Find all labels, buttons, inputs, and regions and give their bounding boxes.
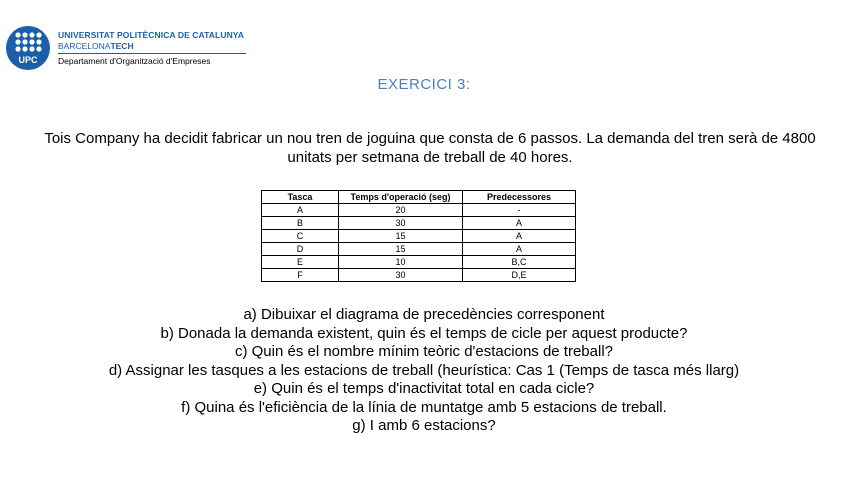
cell-task: A (262, 204, 339, 217)
header-predecessores: Predecessores (463, 191, 576, 204)
question-d: d) Assignar les tasques a les estacions de treball (heurística: Cas 1 (Temps de tasca més llarg) (108, 361, 740, 379)
table-row (262, 217, 576, 230)
cell-time: 30 (339, 269, 463, 282)
barcelona-label: BARCELONA (58, 41, 111, 51)
cell-predecessors: B,C (463, 256, 576, 269)
barcelona-tech (58, 41, 134, 51)
cell-time: 15 (339, 230, 463, 243)
tech-label: TECH (110, 41, 134, 51)
cell-task: C (262, 230, 339, 243)
header-tasca: Tasca (262, 191, 339, 204)
table-row (262, 256, 576, 269)
exercise-title: EXERCICI 3: (377, 76, 471, 93)
table-row (262, 269, 576, 282)
question-a: a) Dibuixar el diagrama de precedències corresponent (243, 306, 605, 323)
cell-predecessors: A (463, 217, 576, 230)
table-row (262, 243, 576, 256)
cell-time: 30 (339, 217, 463, 230)
cell-task: B (262, 217, 339, 230)
table-row (262, 230, 576, 243)
cell-time: 10 (339, 256, 463, 269)
cell-predecessors: A (463, 243, 576, 256)
cell-time: 15 (339, 243, 463, 256)
cell-predecessors: D,E (463, 269, 576, 282)
header-temps: Temps d'operació (seg) (339, 191, 463, 204)
question-g: g) I amb 6 estacions? (352, 417, 496, 434)
cell-predecessors: A (463, 230, 576, 243)
logo-text: UPC (18, 55, 38, 65)
cell-task: E (262, 256, 339, 269)
table-row (262, 204, 576, 217)
header-divider (58, 53, 246, 54)
question-list (0, 306, 848, 436)
university-name: UNIVERSITAT POLITÈCNICA DE CATALUNYA (58, 30, 245, 40)
intro-paragraph: Tois Company ha decidit fabricar un nou tren de joguina que consta de 6 passos. La demanda del tren serà de 4800 unitats per setmana de treball de 40 hores. (44, 130, 816, 166)
question-b: b) Donada la demanda existent, quin és el temps de cicle per aquest producte? (160, 324, 688, 342)
question-f: f) Quina és l'eficiència de la línia de muntatge amb 5 estacions de treball. (181, 398, 667, 416)
cell-predecessors: - (463, 204, 576, 217)
upc-logo (6, 26, 50, 70)
table-header-row (262, 191, 576, 204)
cell-task: F (262, 269, 339, 282)
cell-time: 20 (339, 204, 463, 217)
question-c: c) Quin és el nombre mínim teòric d'estacions de treball? (234, 343, 614, 360)
department-name: Departament d'Organització d'Empreses (58, 56, 211, 66)
question-e: e) Quin és el temps d'inactivitat total en cada cicle? (253, 380, 595, 397)
task-table (261, 190, 576, 282)
cell-task: D (262, 243, 339, 256)
